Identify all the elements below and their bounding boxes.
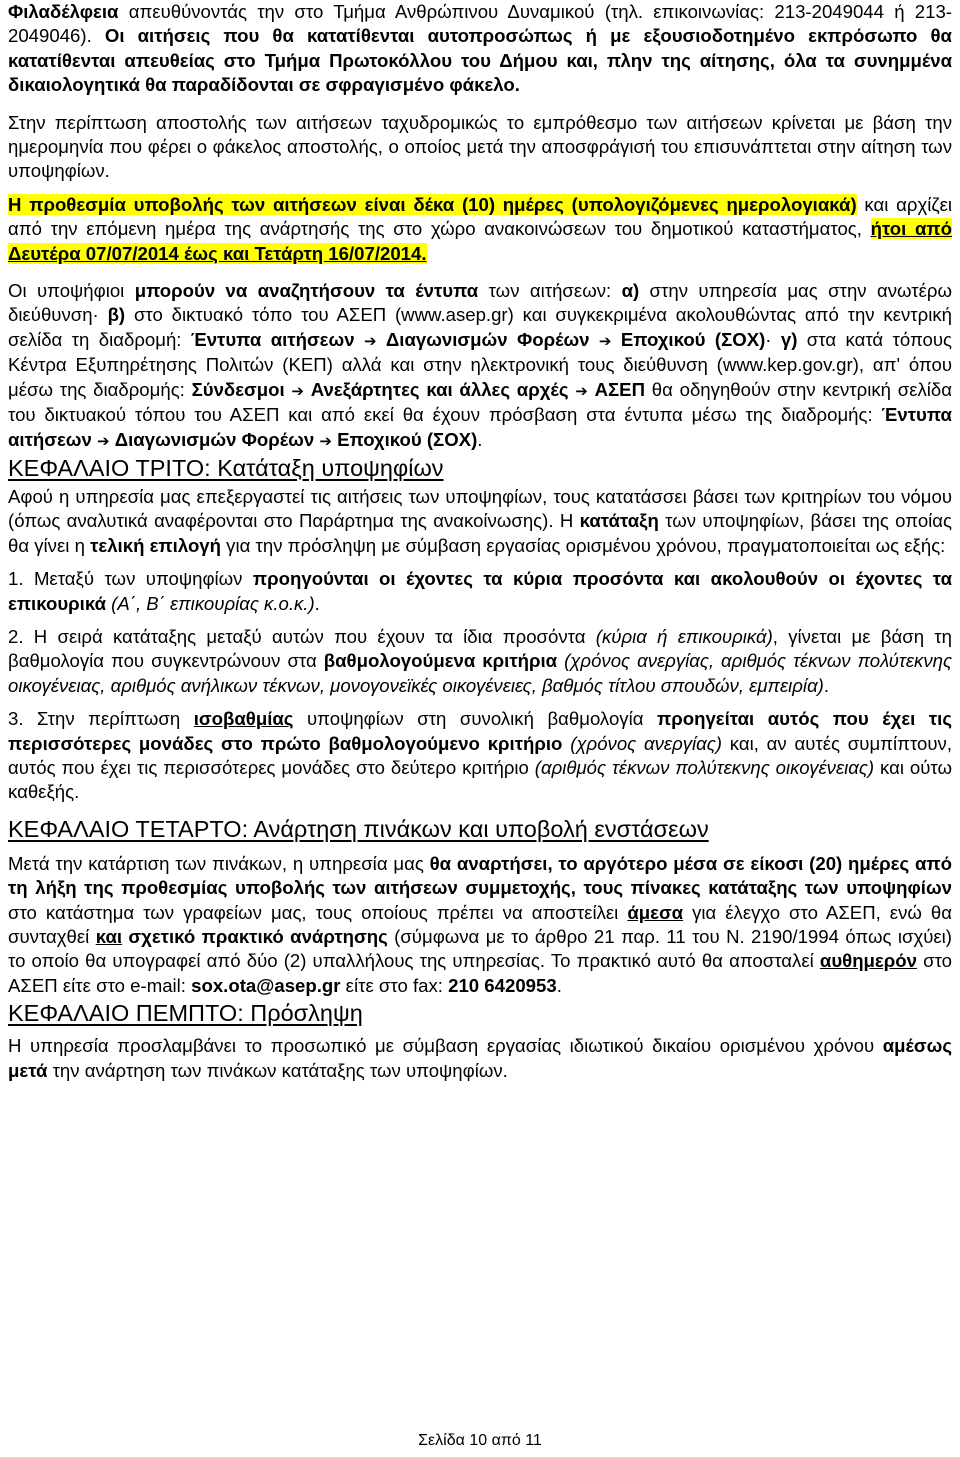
ranking-rule-3 [8,707,952,805]
option-a-label: α) [621,280,640,302]
deadline-dates-text: ήτοι από Δευτέρα 07/07/2014 έως και Τετάρτη 16/07/2014. [8,218,952,264]
rule1-italic: (Α΄, Β΄ επικουρίας κ.ο.κ.) [106,592,315,614]
hiring-text-1: Η υπηρεσία προσλαμβάνει το προσωπικό με σύμβαση εργασίας ιδιωτικού δικαίου ορισμένου χρόνου [8,1035,883,1057]
paragraph-ranking [8,485,952,558]
rule2-text-1: 2. Η σειρά κατάταξης μεταξύ αυτών που έχουν τα ίδια προσόντα [8,625,596,647]
rule3-text-1: 3. Στην περίπτωση [8,708,194,730]
path-step-bodies: Διαγωνισμών Φορέων [385,328,590,350]
asep-email: sox.ota@asep.gr [191,974,341,996]
posting-text-5: στο ΑΣΕΠ είτε στο e-mail: [8,950,952,996]
rule1-text-2: . [314,592,320,614]
rule2-italic-2: (χρόνος ανεργίας, αριθμός τέκνων πολύτεκνης οικογένειας, αριθμός ανήλικων τέκνων, μονογονεϊκές οικογένειες, βαθμός τίτλου σπουδών, εμπειρία) [8,650,952,696]
path-step-links: Σύνδεσμοι [191,378,285,400]
posting-and-text: και [95,926,123,947]
posting-text-7: . [556,974,562,996]
posting-immediately-text: άμεσα [627,901,684,923]
paragraph-submission [8,0,952,98]
option-c-label: γ) [780,328,798,350]
forms-text-5: · [765,328,781,350]
path-step-seasonal: Εποχικού (ΣΟΧ) [620,328,766,350]
deadline-text: και αρχίζει από την επόμενη ημέρα της ανάρτησής της στο χώρο ανακοινώσεων του δημοτικού καταστήματος, [8,193,952,240]
rule3-text-2: υποψηφίων στη συνολική βαθμολογία [293,708,657,730]
forms-text-7: θα οδηγηθούν στην κεντρική σελίδα του δικτυακού τόπου του ΑΣΕΠ και από εκεί θα έχουν πρόσβαση στα έντυπα μέσω της διαδρομής: [8,378,953,426]
arrow-right-icon: ➔ [291,381,304,400]
arrow-right-icon: ➔ [319,431,332,450]
rule3-text-4: και ούτω καθεξής. [8,756,953,803]
forms-text-1: Οι υποψήφιοι [8,280,135,302]
posting-text-3: για έλεγχο στο ΑΣΕΠ, ενώ θα συνταχθεί [8,901,952,947]
ranking-text-2: των υποψηφίων, βάσει της οποίας θα γίνει η [8,510,952,556]
hiring-bold: αμέσως μετά [8,1035,952,1081]
ranking-text-1: Αφού η υπηρεσία μας επεξεργαστεί τις αιτήσεις των υποψηφίων, τους κατατάσσει βάσει των κριτηρίων του νόμου (όπως αναλυτικά αναφέρονται στο Παράρτημα της ανακοίνωσης). Η [8,485,952,532]
hiring-text-2: την ανάρτηση των πινάκων κατάταξης των υποψηφίων. [47,1059,508,1081]
path-step-asep: ΑΣΕΠ [594,378,646,400]
forms-text-3: στην υπηρεσία μας στην ανωτέρω διεύθυνση· [8,280,952,326]
ranking-bold-1: κατάταξη [579,510,659,532]
posting-same-day [820,950,917,971]
posting-bold-2: σχετικό πρακτικό ανάρτησης [122,926,388,947]
forms-bold-1: μπορούν να αναζητήσουν τα έντυπα [134,280,479,302]
posting-text-6: είτε στο fax: [340,974,449,996]
rule3-text-3: και, αν αυτές συμπίπτουν, αυτός που έχει τις περισσότερες μονάδες στο δεύτερο κριτήριο [8,732,952,778]
rule3-tie [194,708,294,729]
ranking-rule-2 [8,625,952,698]
ranking-bold-2: τελική επιλογή [90,534,221,556]
posting-text-2: στο κατάστημα των γραφείων μας, τους οποίους πρέπει να αποστείλει [8,901,628,923]
rule3-tie-text: ισοβαθμίας [193,708,294,730]
forms-text-4: στο δικτυακό τόπο του ΑΣΕΠ (www.asep.gr) και συγκεκριμένα ακολουθώντας από την κεντρική σελίδα τη διαδρομή: [8,304,952,350]
posting-same-day-text: αυθημερόν [819,950,917,972]
rule3-bold: προηγείται αυτός που έχει τις περισσότερες μονάδες στο πρώτο βαθμολογούμενο κριτήριο [8,708,952,754]
ranking-text-3: για την πρόσληψη με σύμβαση εργασίας ορισμένου χρόνου, πραγματοποιείται ως εξής: [221,534,946,556]
rule2-bold: βαθμολογούμενα κριτήρια [323,650,558,672]
path-step-forms: Έντυπα αιτήσεων [190,328,355,350]
posting-text-4: (σύμφωνα με το άρθρο 21 παρ. 11 του Ν. 2190/1994 όπως ισχύει) το οποίο θα υπογραφεί από δύο (2) υπαλλήλους της υπηρεσίας. Το πρακτικό αυτό θα αποσταλεί [8,926,952,972]
rule1-text-1: 1. Μεταξύ των υποψηφίων [8,568,253,590]
posting-bold-1: θα αναρτήσει, το αργότερο μέσα σε είκοσι (20) ημέρες από τη λήξη της προθεσμίας υποβολής των αιτήσεων συμμετοχής, τους πίνακες κατάταξης των υποψηφίων [8,852,952,899]
arrow-right-icon: ➔ [598,331,612,350]
path-step-authorities: Ανεξάρτητες και άλλες αρχές [310,378,569,400]
path-step-seasonal-2: Εποχικού (ΣΟΧ) [337,428,478,450]
city-name: Φιλαδέλφεια [8,1,119,22]
deadline-highlight: Η προθεσμία υποβολής των αιτήσεων είναι δέκα (10) ημέρες (υπολογιζόμενες ημερολογιακά) [8,193,857,215]
hr-contact-text: απευθύνοντάς την στο Τμήμα Ανθρώπινου Δυναμικού (τηλ. επικοινωνίας: 213-2049044 ή 213-2049046). [8,1,952,47]
paragraph-posting [8,852,952,998]
heading-chapter-3: ΚΕΦΑΛΑΙΟ ΤΡΙΤΟ: Κατάταξη υποψηφίων [8,454,444,481]
rule3-italic-2: (αριθμός τέκνων πολύτεκνης οικογένειας) [534,756,875,778]
forms-text-8: . [477,428,483,450]
rule2-text-2: , γίνεται με βάση τη βαθμολογία που συγκεντρώνουν στα [8,625,952,672]
posting-immediately [627,902,683,923]
rule2-italic-1: (κύρια ή επικουρικά) [595,625,773,647]
rule1-bold: προηγούνται οι έχοντες τα κύρια προσόντα και ακολουθούν οι έχοντες τα επικουρικά [8,568,953,614]
path-step-forms-2: Έντυπα αιτήσεων [8,404,952,450]
paragraph-postal: Στην περίπτωση αποστολής των αιτήσεων ταχυδρομικώς το εμπρόθεσμο των αιτήσεων κρίνεται με βάση την ημερομηνία που φέρει ο φάκελος αποστολής, ο οποίος μετά την αποσφράγισή του επισυνάπτεται στην αίτηση των υποψηφίων. [8,111,952,182]
posting-and [96,926,122,947]
heading-chapter-4: ΚΕΦΑΛΑΙΟ ΤΕΤΑΡΤΟ: Ανάρτηση πινάκων και υποβολή ενστάσεων [8,815,709,842]
forms-text-6: στα κατά τόπους Κέντρα Εξυπηρέτησης Πολιτών (ΚΕΠ) αλλά και στην ηλεκτρονική τους διεύθυνση (www.kep.gov.gr), απ' όπου μέσω της διαδρομής: [8,328,952,400]
paragraph-deadline [8,193,952,266]
paragraph-forms [8,279,952,453]
arrow-right-icon: ➔ [363,331,377,350]
document-page [8,0,952,1083]
asep-fax: 210 6420953 [448,974,557,996]
paragraph-hiring [8,1034,952,1083]
forms-text-2: των αιτήσεων: [478,280,622,302]
page-number: Σελίδα 10 από 11 [418,1432,542,1449]
rule3-italic-1: (χρόνος ανεργίας) [562,732,722,754]
rule2-text-3: . [823,674,830,696]
path-step-bodies-2: Διαγωνισμών Φορέων [114,428,315,450]
arrow-right-icon: ➔ [97,431,110,450]
option-b-label: β) [107,304,126,326]
arrow-right-icon: ➔ [575,381,588,400]
ranking-rule-1 [8,567,952,616]
in-person-submission-text: Οι αιτήσεις που θα κατατίθενται αυτοπροσώπως ή με εξουσιοδοτημένο εκπρόσωπο θα κατατίθενται απευθείας στο Τμήμα Πρωτοκόλλου του Δήμου και, πλην της αίτησης, όλα τα συνημμένα δικαιολογητικά θα παραδίδονται σε σφραγισμένο φάκελο. [8,25,952,96]
heading-chapter-5: ΚΕΦΑΛΑΙΟ ΠΕΜΠΤΟ: Πρόσληψη [8,1000,363,1027]
posting-text-1: Μετά την κατάρτιση των πινάκων, η υπηρεσία μας [8,852,430,874]
